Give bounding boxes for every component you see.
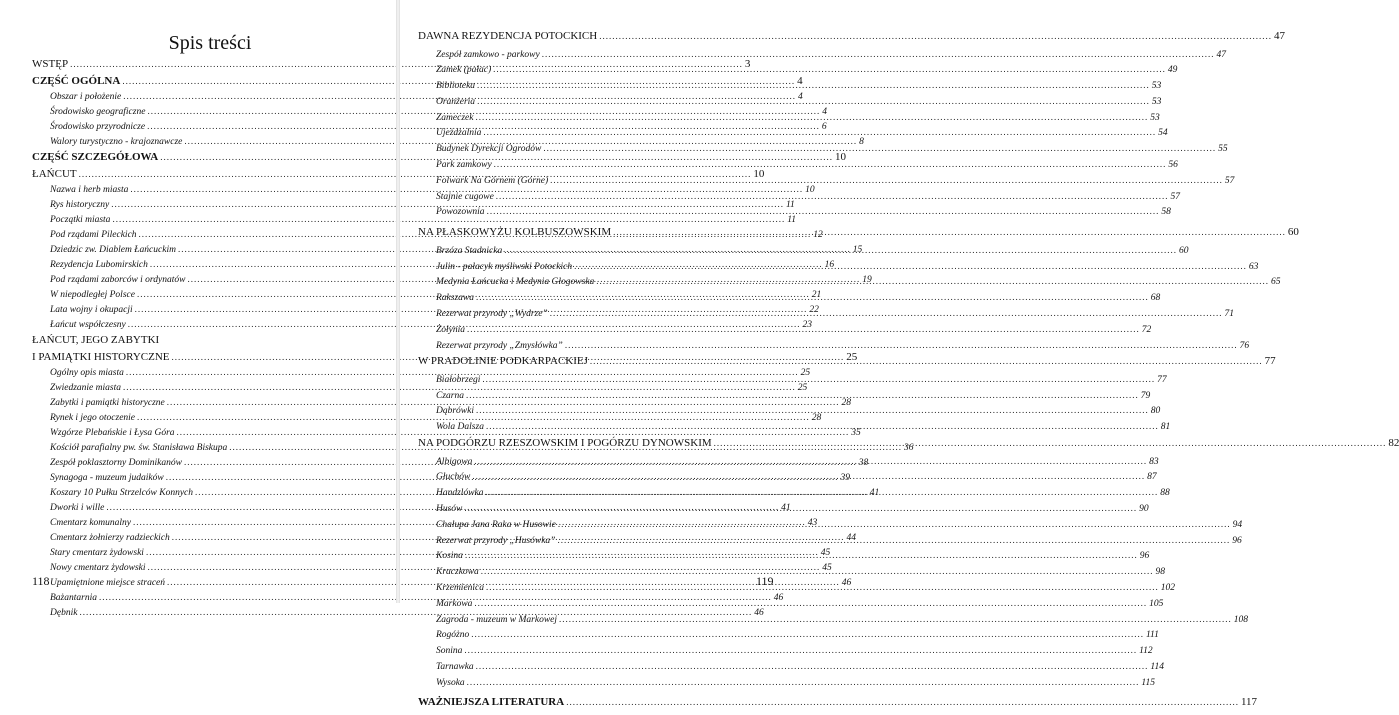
toc-entry-label: WSTĘP — [32, 58, 69, 70]
toc-leader-dots — [574, 261, 1247, 271]
toc-leader-dots — [557, 535, 1230, 545]
toc-subsection-entry — [32, 412, 822, 427]
toc-leader-dots — [475, 112, 1148, 122]
toc-entry-page-number: 16 — [824, 260, 835, 270]
toc-entry-label: Chałupa Jana Raka w Husowie — [436, 519, 556, 530]
toc-entry-page-number: 21 — [811, 290, 822, 300]
toc-entry-page-number: 23 — [802, 320, 812, 330]
toc-entry-page-number: 114 — [1150, 661, 1164, 672]
toc-entry-page-number: 25 — [797, 383, 808, 393]
toc-leader-dots — [566, 697, 1239, 707]
toc-subsection-entry — [418, 340, 1250, 356]
toc-leader-dots — [494, 159, 1167, 169]
toc-entry-label: Dębnik — [50, 608, 78, 618]
toc-entry-page-number: 96 — [1232, 535, 1242, 546]
toc-leader-dots — [476, 405, 1149, 415]
toc-entry-page-number: 10 — [753, 167, 765, 180]
toc-leader-dots — [476, 292, 1149, 302]
toc-entry-label: Czarna — [436, 390, 464, 401]
toc-entry-page-number: 4 — [798, 92, 803, 102]
toc-entry-label: Zagroda - muzeum w Markowej — [436, 614, 558, 625]
toc-entry-label: Sonina — [436, 646, 463, 657]
toc-subsection-entry — [418, 614, 1249, 630]
toc-entry-page-number: 11 — [787, 215, 796, 225]
toc-entry-label: Budynek Dyrekcji Ogrodów — [436, 144, 542, 155]
toc-entry-page-number: 4 — [797, 74, 803, 87]
toc-entry-page-number: 72 — [1141, 324, 1152, 335]
page-title: Spis treści — [168, 32, 252, 54]
toc-subsection-entry — [418, 64, 1178, 80]
toc-entry-label: Kraczkowa — [436, 567, 479, 578]
toc-entry-label: Powozownia — [436, 207, 485, 218]
toc-entry-label: Krzemienica — [436, 582, 485, 593]
toc-entry-page-number: 96 — [1139, 551, 1150, 562]
toc-entry-page-number: 98 — [1155, 567, 1165, 578]
toc-entry-page-number: 45 — [822, 563, 832, 573]
toc-entry-label: Dąbrówki — [436, 406, 474, 417]
toc-entry-label: Oranżeria — [436, 96, 476, 107]
toc-entry-label: I PAMIĄTKI HISTORYCZNE — [32, 350, 170, 363]
toc-leader-dots — [464, 645, 1137, 655]
toc-leader-dots — [558, 519, 1231, 529]
toc-subsection-entry — [418, 677, 1155, 693]
toc-leader-dots — [550, 175, 1223, 185]
toc-entry-label: Ogólny opis miasta — [50, 368, 124, 378]
toc-entry-page-number: 19 — [862, 275, 872, 285]
toc-entry-label: Rynek i jego otoczenie — [50, 413, 136, 423]
toc-leader-dots — [477, 96, 1150, 106]
toc-entry-label: Rezerwat przyrody „Wydrze” — [436, 308, 548, 319]
toc-entry-page-number: 88 — [1160, 488, 1170, 499]
toc-entry-page-number: 47 — [1216, 49, 1226, 60]
toc-leader-dots — [474, 456, 1147, 466]
toc-leader-dots — [474, 598, 1147, 608]
toc-subsection-entry — [418, 159, 1178, 175]
toc-section-entry — [418, 30, 1285, 49]
toc-leader-dots — [487, 206, 1160, 216]
toc-entry-page-number: 6 — [821, 122, 827, 132]
toc-entry-label: Dworki i wille — [50, 503, 105, 513]
toc-entry-page-number: 46 — [773, 593, 784, 603]
toc-entry-label: Stajnie cugowe — [436, 191, 494, 202]
toc-entry-page-number: 117 — [1240, 696, 1258, 709]
toc-entry-page-number: 57 — [1170, 191, 1181, 202]
toc-leader-dots — [486, 421, 1159, 431]
toc-entry-label: DAWNA REZYDENCJA POTOCKICH — [418, 30, 598, 42]
toc-entry-page-number: 112 — [1139, 646, 1153, 657]
toc-entry-page-number: 55 — [1218, 144, 1228, 155]
toc-entry-label: Upamiętnione miejsce straceń — [50, 578, 166, 588]
toc-entry-page-number: 80 — [1150, 406, 1161, 417]
toc-subsection-entry — [418, 645, 1153, 661]
toc-entry-page-number: 53 — [1151, 81, 1162, 92]
toc-entry-label: Rezerwat przyrody „Zmysłówka” — [436, 340, 563, 351]
toc-entry-label: Rogóżno — [436, 630, 470, 641]
toc-entry-page-number: 71 — [1224, 308, 1234, 319]
toc-subsection-entry — [418, 661, 1164, 677]
toc-entry-page-number: 58 — [1161, 207, 1171, 218]
toc-entry-label: NA PODGÓRZU RZESZOWSKIM I POGÓRZU DYNOWSKIM — [418, 437, 712, 450]
toc-entry-label: Walory turystyczno - krajoznawcze — [50, 137, 183, 147]
toc-entry-label: Zamek (pałac) — [436, 65, 492, 76]
toc-entry-label: Rezydencja Lubomirskich — [50, 260, 148, 270]
toc-entry-label: Kościół parafialny pw. św. Stanisława Biskupa — [50, 443, 228, 453]
toc-entry-page-number: 10 — [805, 185, 815, 195]
toc-entry-label: Julin - pałacyk myśliwski Potockich — [436, 261, 573, 272]
toc-entry-page-number: 28 — [811, 413, 822, 423]
toc-leader-dots — [590, 356, 1263, 366]
toc-leader-dots — [472, 471, 1145, 481]
toc-entry-page-number: 25 — [846, 350, 858, 363]
toc-entry-page-number: 8 — [859, 137, 864, 147]
toc-leader-dots — [464, 503, 1137, 513]
toc-entry-label: CZĘŚĆ OGÓLNA — [32, 74, 121, 87]
toc-entry-label: Środowisko przyrodnicze — [50, 122, 146, 132]
toc-section-entry — [418, 696, 1258, 715]
toc-leader-dots — [504, 245, 1177, 255]
toc-entry-page-number: 79 — [1140, 390, 1151, 401]
toc-entry-label: Husów — [436, 503, 463, 514]
toc-entry-page-number: 44 — [846, 533, 857, 543]
toc-entry-page-number: 46 — [754, 608, 764, 618]
toc-entry-page-number: 90 — [1139, 503, 1149, 514]
toc-leader-dots — [482, 374, 1155, 384]
toc-entry-page-number: 111 — [1146, 630, 1159, 641]
toc-entry-label: CZĘŚĆ SZCZEGÓŁOWA — [32, 151, 159, 163]
toc-entry-label: Środowisko geograficzne — [50, 107, 146, 117]
toc-entry-page-number: 38 — [858, 458, 869, 468]
toc-entry-page-number: 77 — [1157, 374, 1167, 385]
toc-leader-dots — [466, 390, 1139, 400]
toc-subsection-entry — [32, 214, 796, 229]
toc-entry-label: Zameczek — [436, 112, 474, 123]
toc-entry-label: ŁAŃCUT — [32, 167, 77, 180]
toc-entry-page-number: 12 — [813, 230, 823, 240]
toc-entry-page-number: 81 — [1160, 422, 1171, 433]
toc-entry-page-number: 65 — [1271, 277, 1281, 288]
toc-entry-label: Łańcut współczesny — [50, 320, 126, 330]
toc-subsection-entry — [418, 127, 1168, 143]
toc-entry-page-number: 53 — [1150, 112, 1160, 123]
toc-entry-page-number: 41 — [869, 488, 880, 498]
page-number-left: 118 — [32, 574, 50, 588]
toc-entry-page-number: 49 — [1167, 65, 1178, 76]
toc-entry-page-number: 54 — [1158, 128, 1168, 139]
toc-entry-label: Cmentarz komunalny — [50, 518, 132, 528]
toc-subsection-entry — [418, 96, 1162, 112]
toc-entry-label: Zabytki i pamiątki historyczne — [50, 398, 165, 408]
toc-entry-page-number: 22 — [809, 305, 819, 315]
toc-entry-page-number: 4 — [822, 107, 827, 117]
toc-entry-page-number: 115 — [1141, 677, 1155, 688]
toc-entry-label: Medynia Łańcucka i Medynia Głogowska — [436, 277, 595, 288]
toc-entry-page-number: 87 — [1147, 472, 1157, 483]
toc-entry-label: Głuchów — [436, 472, 471, 483]
toc-entry-label: Obszar i położenie — [50, 92, 122, 102]
toc-entry-page-number: 15 — [852, 245, 863, 255]
page-number-right: 119 — [756, 574, 774, 588]
toc-entry-page-number: 36 — [904, 443, 914, 453]
toc-entry-label: Nowy cmentarz żydowski — [50, 563, 146, 573]
toc-leader-dots — [599, 31, 1272, 41]
toc-section-entry — [32, 334, 386, 351]
toc-entry-label: Rezerwat przyrody „Husówka” — [436, 535, 556, 546]
toc-entry-label: WAŻNIEJSZA LITERATURA — [418, 696, 565, 709]
toc-entry-page-number: 57 — [1224, 175, 1235, 186]
toc-entry-page-number: 25 — [800, 368, 811, 378]
toc-subsection-entry — [418, 629, 1159, 645]
toc-entry-label: Lata wojny i okupacji — [50, 305, 133, 315]
toc-entry-page-number: 68 — [1150, 293, 1161, 304]
toc-entry-label: Rakszawa — [436, 293, 474, 304]
toc-entry-label: Żołynia — [436, 324, 466, 335]
toc-entry-page-number: 77 — [1264, 355, 1276, 368]
toc-entry-label: Wola Dalsza — [436, 422, 484, 433]
toc-entry-page-number: 82 — [1388, 437, 1399, 450]
toc-entry-page-number: 63 — [1248, 261, 1259, 272]
toc-entry-label: Początki miasta — [50, 215, 111, 225]
toc-leader-dots — [542, 49, 1215, 59]
toc-entry-label: Dziedzic zw. Diablem Łańcuckim — [50, 245, 176, 255]
toc-entry-label: Markowa — [436, 598, 473, 609]
toc-entry-label: Rys historyczny — [50, 200, 110, 210]
toc-entry-label: Ujeżdżalnia — [436, 128, 482, 139]
toc-entry-page-number: 46 — [841, 578, 852, 588]
toc-leader-dots — [559, 614, 1232, 624]
toc-entry-page-number: 83 — [1149, 456, 1159, 467]
toc-leader-dots — [596, 276, 1269, 286]
toc-leader-dots — [613, 227, 1286, 237]
toc-entry-label: Synagoga - muzeum judaików — [50, 473, 164, 483]
toc-leader-dots — [467, 324, 1140, 334]
toc-entry-label: Nazwa i herb miasta — [50, 185, 129, 195]
toc-entry-label: Albigowa — [436, 456, 473, 467]
toc-entry-page-number: 28 — [841, 398, 852, 408]
toc-leader-dots — [550, 308, 1223, 318]
toc-entry-page-number: 76 — [1239, 340, 1250, 351]
toc-entry-label: Park zamkowy — [436, 160, 492, 171]
toc-entry-label: Zespół poklasztorny Dominikanów — [50, 458, 182, 468]
toc-entry-page-number: 56 — [1168, 160, 1178, 171]
toc-entry-page-number: 3 — [744, 58, 751, 70]
toc-subsection-entry — [418, 49, 1226, 65]
toc-entry-label: Kosina — [436, 551, 463, 562]
toc-leader-dots — [471, 629, 1144, 639]
toc-entry-label: Wysoka — [436, 677, 465, 688]
toc-entry-label: Cmentarz żołnierzy radzieckich — [50, 533, 170, 543]
toc-entry-label: ŁAŃCUT, JEGO ZABYTKI — [32, 334, 160, 346]
toc-entry-page-number: 94 — [1232, 519, 1243, 530]
toc-entry-label: Białobrzegi — [436, 374, 481, 385]
toc-entry-page-number: 41 — [781, 503, 791, 513]
toc-entry-page-number: 60 — [1178, 245, 1189, 256]
toc-leader-dots — [465, 550, 1138, 560]
toc-entry-label: Folwark Na Górnem (Górne) — [436, 175, 549, 186]
toc-leader-dots — [565, 340, 1238, 350]
toc-entry-label: W PRADOLINIE PODKARPACKIEJ — [418, 355, 588, 368]
toc-subsection-entry — [418, 112, 1160, 128]
toc-leader-dots — [543, 143, 1216, 153]
toc-leader-dots — [486, 487, 1159, 497]
toc-entry-page-number: 39 — [840, 473, 850, 483]
toc-leader-dots — [477, 80, 1150, 90]
toc-entry-label: Zespół zamkowo - parkowy — [436, 49, 540, 60]
toc-entry-page-number: 35 — [851, 428, 861, 438]
toc-entry-page-number: 11 — [785, 200, 795, 210]
toc-leader-dots — [481, 566, 1154, 576]
toc-entry-page-number: 45 — [820, 548, 831, 558]
toc-entry-page-number: 108 — [1233, 614, 1249, 625]
toc-entry-label: NA PŁASKOWYŻU KOLBUSZOWSKIM — [418, 226, 612, 239]
toc-entry-label: Stary cmentarz żydowski — [50, 548, 144, 558]
toc-entry-label: W niepodległej Polsce — [50, 290, 135, 300]
toc-subsection-entry — [418, 80, 1162, 96]
toc-entry-label: Zwiedzanie miasta — [50, 383, 121, 393]
toc-entry-page-number: 102 — [1160, 582, 1176, 593]
toc-leader-dots — [476, 661, 1149, 671]
toc-entry-page-number: 105 — [1149, 598, 1164, 609]
toc-leader-dots — [493, 64, 1166, 74]
toc-entry-label: Handzlówka — [436, 488, 484, 499]
toc-leader-dots — [486, 582, 1159, 592]
toc-entry-label: Brzóza Stadnicka — [436, 245, 503, 256]
toc-leader-dots — [483, 127, 1156, 137]
toc-leader-dots — [496, 191, 1169, 201]
toc-entry-label: Koszary 10 Pułku Strzelców Konnych — [50, 488, 194, 498]
toc-entry-page-number: 43 — [807, 518, 818, 528]
toc-leader-dots — [467, 677, 1140, 687]
toc-entry-label: Pod rządami Pileckich — [50, 230, 137, 240]
toc-entry-label: Bażantarnia — [50, 593, 97, 603]
toc-entry-page-number: 10 — [834, 151, 846, 163]
toc-entry-page-number: 53 — [1151, 96, 1162, 107]
toc-entry-page-number: 47 — [1273, 30, 1285, 42]
toc-entry-label: Tarnawka — [436, 661, 474, 672]
toc-entry-label: Biblioteka — [436, 81, 476, 92]
toc-entry-label: Wzgórze Plebańskie i Łysa Góra — [50, 428, 175, 438]
toc-leader-dots — [714, 438, 1387, 448]
toc-entry-page-number: 60 — [1287, 226, 1299, 239]
toc-entry-label: Pod rządami zaborców i ordynatów — [50, 275, 186, 285]
